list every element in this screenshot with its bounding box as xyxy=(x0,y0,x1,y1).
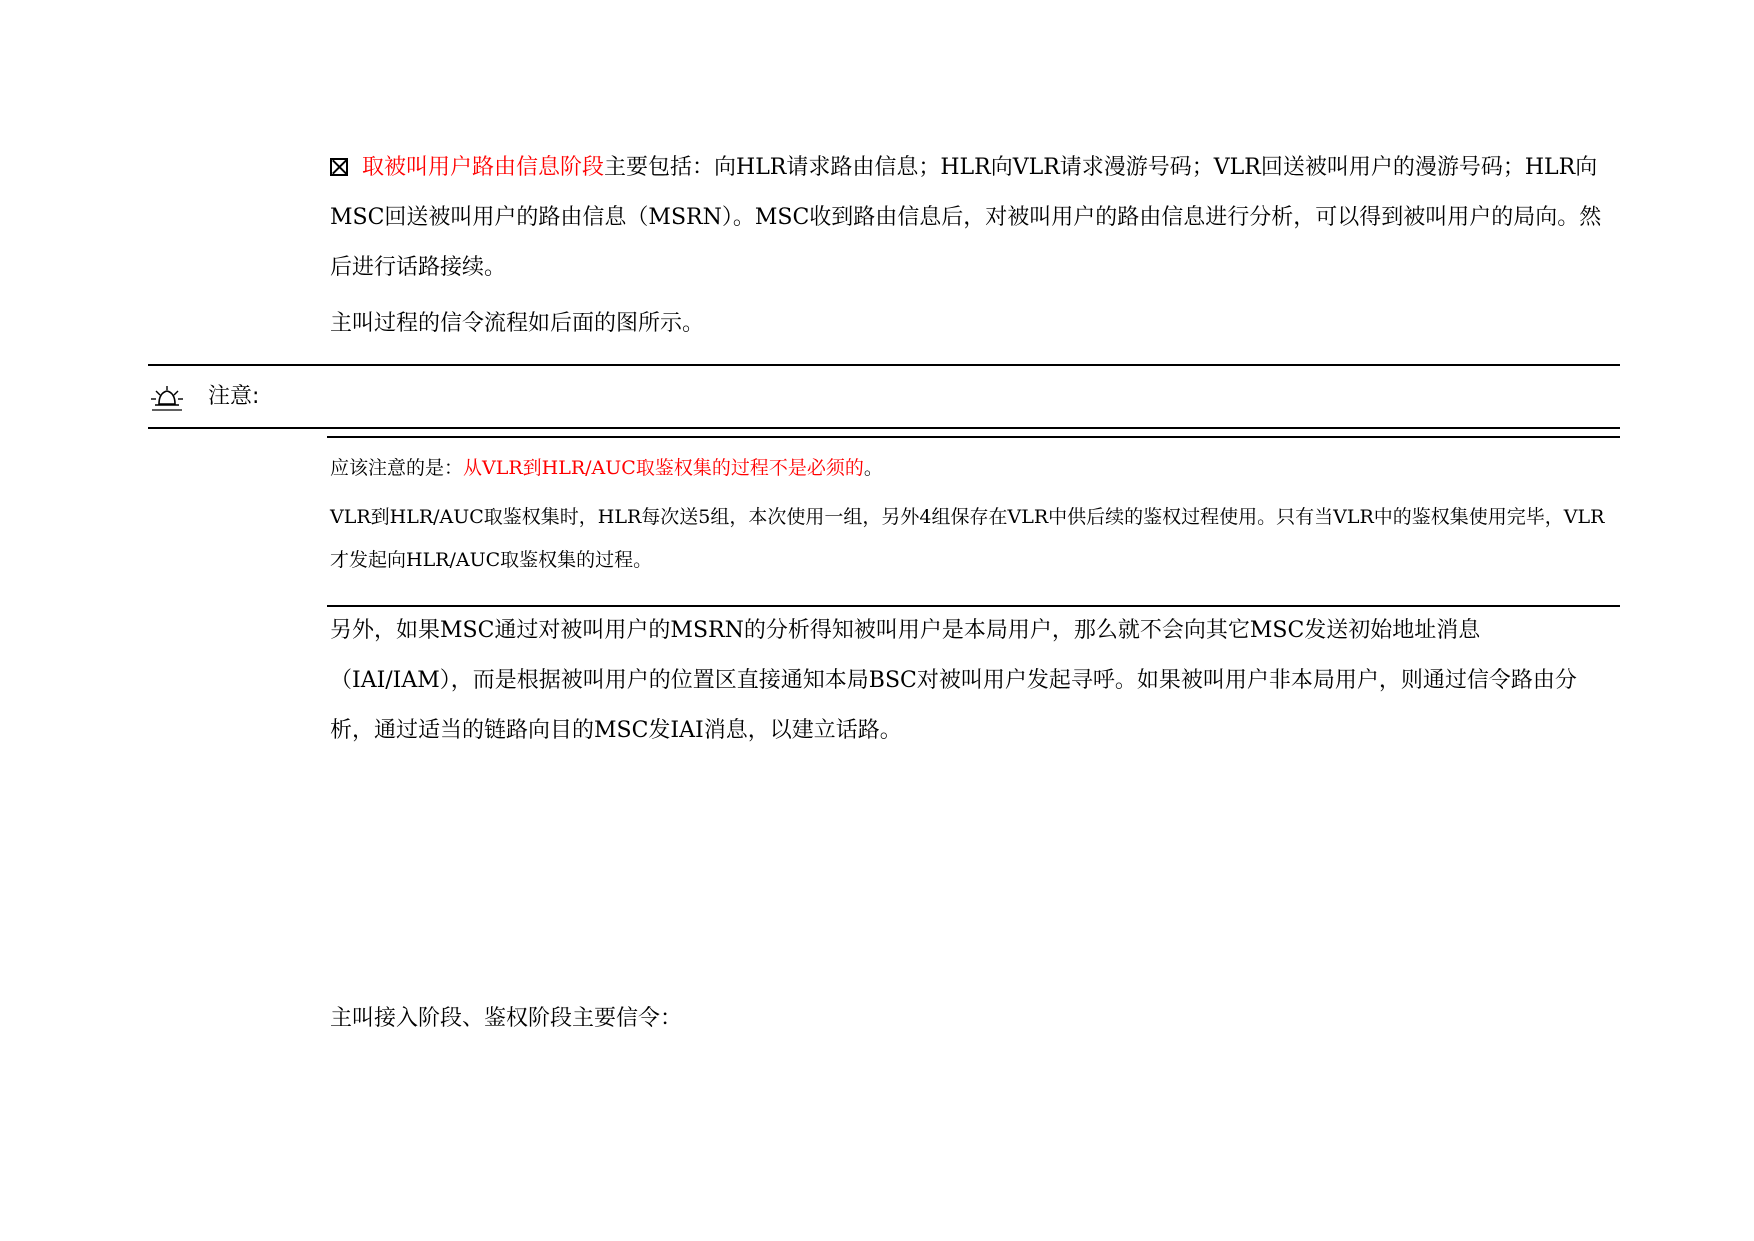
paragraph-local-user: 另外，如果MSC通过对被叫用户的MSRN的分析得知被叫用户是本局用户，那么就不会向其它MSC发送初始地址消息（IAI/IAM），而是根据被叫用户的位置区直接通知本局BSC对被叫用户发起寻呼。如果被叫用户非本局用户，则通过信令路由分析，通过适当的链路向目的MSC发IAI消息，以建立话路。 xyxy=(330,618,1577,743)
note-line-1-suffix: 。 xyxy=(863,457,883,479)
note-line-2: VLR到HLR/AUC取鉴权集时，HLR每次送5组，本次使用一组，另外4组保存在VLR中供后续的鉴权过程使用。只有当VLR中的鉴权集使用完毕，VLR才发起向HLR/AUC取鉴权集的过程。 xyxy=(330,506,1605,571)
routing-stage-text: 主要包括：向HLR请求路由信息；HLR向VLR请求漫游号码；VLR回送被叫用户的漫游号码；HLR向MSC回送被叫用户的路由信息（MSRN）。MSC收到路由信息后，对被叫用户的路由信息进行分析，可以得到被叫用户的局向。然后进行话路接续。 xyxy=(330,155,1602,280)
bell-icon xyxy=(150,383,184,411)
paragraph-flow-intro: 主叫过程的信令流程如后面的图所示。 xyxy=(330,311,705,336)
note-line-1-highlight: 从VLR到HLR/AUC取鉴权集的过程不是必须的 xyxy=(463,457,864,479)
routing-stage-highlight: 取被叫用户路由信息阶段 xyxy=(362,155,605,180)
note-line-1 xyxy=(330,447,1620,490)
checkbox-x-icon xyxy=(330,158,348,176)
note-header-rule xyxy=(148,427,1620,429)
paragraph-routing-info xyxy=(330,143,1620,293)
note-top-rule xyxy=(148,364,1620,366)
note-body-top-rule xyxy=(327,436,1620,438)
paragraph-signaling-heading: 主叫接入阶段、鉴权阶段主要信令： xyxy=(330,1006,683,1031)
note-label: 注意: xyxy=(208,384,260,409)
note-line-1-prefix: 应该注意的是： xyxy=(330,457,464,479)
